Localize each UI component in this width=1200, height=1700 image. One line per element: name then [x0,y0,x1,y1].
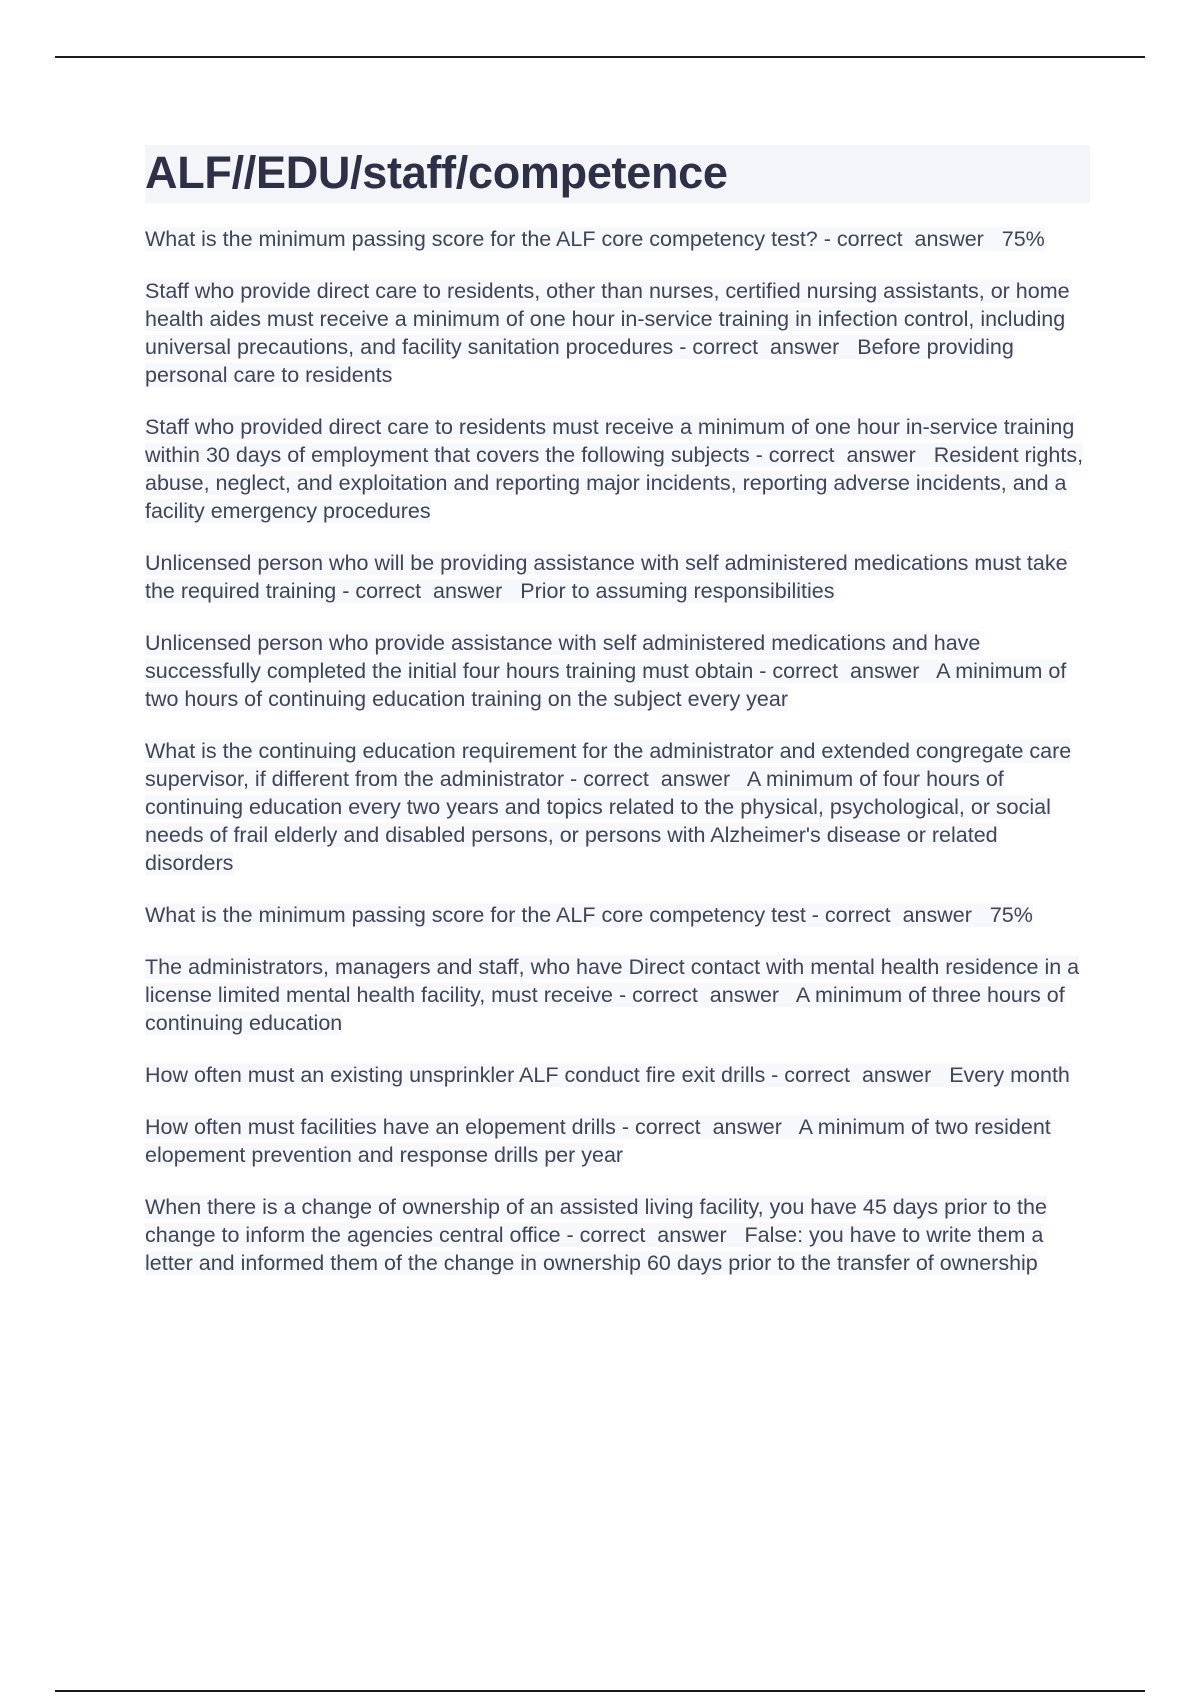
qa-item [145,629,1090,713]
answer-separator: - correct answer [765,1063,950,1087]
question-text: What is the minimum passing score for the ALF core competency test [145,903,806,927]
question-text: What is the minimum passing score for the ALF core competency test? [145,227,818,251]
answer-text: False: you have to write them a letter and informed them of the change in ownership 60 days prior to the transfer of ownership [145,1223,1044,1275]
answer-text: Every month [949,1063,1070,1087]
qa-item [145,225,1090,253]
qa-item [145,549,1090,605]
question-text: Staff who provided direct care to residents must receive a minimum of one hour in-service training within 30 days of employment that covers the following subjects [145,415,1075,467]
qa-item [145,1193,1090,1277]
answer-text: 75% [1001,227,1045,251]
document-title: ALF//EDU/staff/competence [145,145,1090,203]
top-rule [55,56,1145,58]
qa-item [145,953,1090,1037]
qa-item [145,1113,1090,1169]
question-text: How often must facilities have an elopement drills [145,1115,616,1139]
answer-text: Before providing personal care to residents [145,335,1014,387]
answer-text: A minimum of four hours of continuing education every two years and topics related to the physical, psychological, or social needs of frail elderly and disabled persons, or persons with Alzheimer's disease or related disorders [145,767,1051,875]
question-text: Staff who provide direct care to residents, other than nurses, certified nursing assistants, or home health aides must receive a minimum of one hour in-service training in infection control, including universal precautions, and facility sanitation procedures [145,279,1070,359]
answer-separator: - correct answer [615,1115,799,1139]
answer-separator: - correct answer [749,443,934,467]
answer-text: A minimum of three hours of continuing education [145,983,1065,1035]
answer-separator: - correct answer [560,1223,745,1247]
qa-item [145,413,1090,525]
answer-text: A minimum of two resident elopement prevention and response drills per year [145,1115,1051,1167]
bottom-rule [55,1690,1145,1692]
answer-separator: - correct answer [336,579,521,603]
document-body [145,145,1090,1301]
question-text: Unlicensed person who provide assistance with self administered medications and have successfully completed the initial four hours training must obtain [145,631,981,683]
answer-text: Resident rights, abuse, neglect, and exploitation and reporting major incidents, reporting adverse incidents, and a facility emergency procedures [145,443,1084,523]
question-text: The administrators, managers and staff, who have Direct contact with mental health residence in a license limited mental health facility, must receive [145,955,1080,1007]
qa-item [145,277,1090,389]
answer-text: Prior to assuming responsibilities [520,579,835,603]
answer-separator: - correct answer [673,335,858,359]
question-text: How often must an existing unsprinkler ALF conduct fire exit drills [145,1063,766,1087]
qa-list [145,225,1090,1277]
question-text: When there is a change of ownership of an assisted living facility, you have 45 days prior to the change to inform the agencies central office [145,1195,1047,1247]
answer-separator: - correct answer [564,767,747,791]
qa-item [145,1061,1090,1089]
answer-text: A minimum of two hours of continuing education training on the subject every year [145,659,1067,711]
answer-separator: - correct answer [613,983,796,1007]
answer-separator: - correct answer [805,903,990,927]
qa-item [145,901,1090,929]
answer-separator: - correct answer [753,659,937,683]
question-text: What is the continuing education requirement for the administrator and extended congregate care supervisor, if different from the administrator [145,739,1072,791]
answer-text: 75% [989,903,1033,927]
answer-separator: - correct answer [817,227,1002,251]
qa-item [145,737,1090,877]
question-text: Unlicensed person who will be providing assistance with self administered medications must take the required training [145,551,1068,603]
